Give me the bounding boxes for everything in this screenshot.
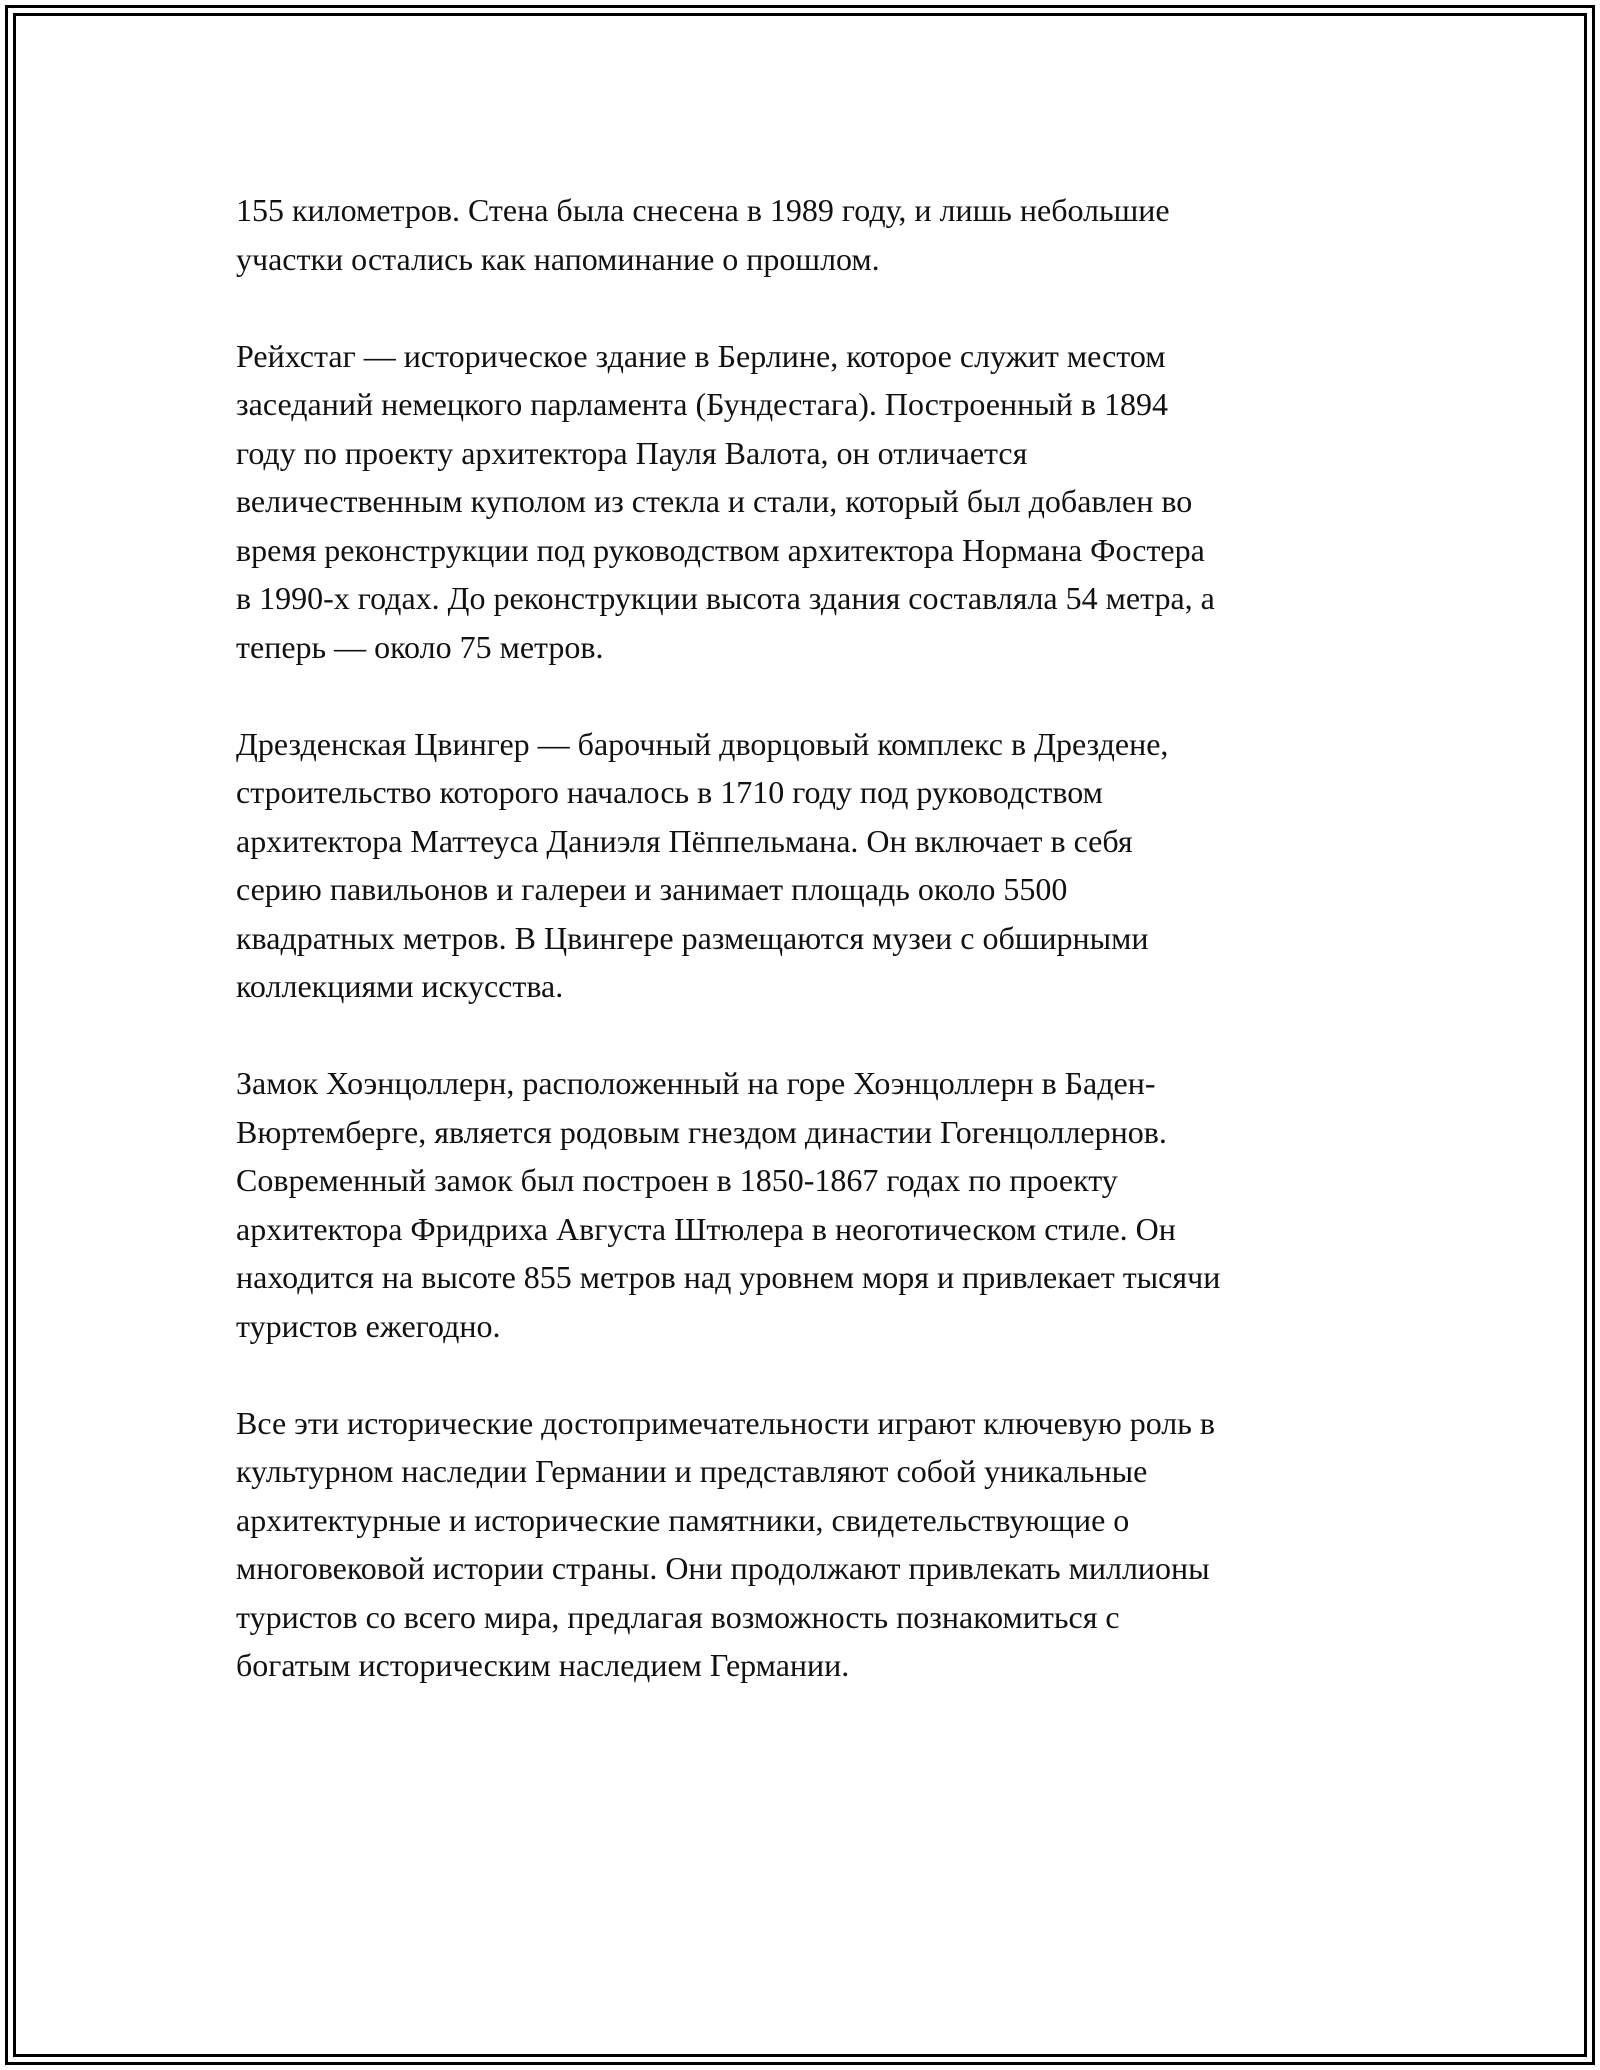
text-line: участки остались как напоминание о прошлом. (236, 240, 880, 277)
text-line: архитектурные и исторические памятники, свидетельствующие о (236, 1501, 1130, 1538)
text-line: Рейхстаг — историческое здание в Берлине, которое служит местом (236, 337, 1166, 374)
text-line: Вюртемберге, является родовым гнездом династии Гогенцоллернов. (236, 1113, 1167, 1150)
text-line: архитектора Маттеуса Даниэля Пёппельмана. Он включает в себя (236, 822, 1133, 859)
text-line: 155 километров. Стена была снесена в 1989 году, и лишь небольшие (236, 192, 1170, 228)
document-body (236, 186, 1396, 1738)
text-line: заседаний немецкого парламента (Бундестага). Построенный в 1894 (236, 386, 1168, 422)
text-line: туристов ежегодно. (236, 1307, 501, 1344)
text-line: Современный замок был построен в 1850-1867 годах по проекту (236, 1162, 1118, 1198)
text-line: Дрезденская Цвингер — барочный дворцовый комплекс в Дрездене, (236, 725, 1169, 762)
paragraph-berlin-wall (236, 186, 1396, 283)
text-line: величественным куполом из стекла и стали, который был добавлен во (236, 483, 1193, 519)
text-line: коллекциями искусства. (236, 968, 564, 1004)
text-line: находится на высоте 855 метров над уровнем моря и привлекает тысячи (236, 1259, 1221, 1295)
text-line: Все эти исторические достопримечательности играют ключевую роль в (236, 1404, 1215, 1441)
paragraph-reichstag (236, 332, 1396, 672)
text-line: в 1990-х годах. До реконструкции высота здания составляла 54 метра, а (236, 580, 1215, 616)
paragraph-conclusion (236, 1399, 1396, 1690)
text-line: культурном наследии Германии и представляют собой уникальные (236, 1453, 1148, 1489)
text-line: архитектора Фридриха Августа Штюлера в неоготическом стиле. Он (236, 1210, 1176, 1247)
text-line: Замок Хоэнцоллерн, расположенный на горе Хоэнцоллерн в Баден- (236, 1065, 1156, 1101)
text-line: теперь — около 75 метров. (236, 628, 604, 665)
text-line: квадратных метров. В Цвингере размещаются музеи с обширными (236, 919, 1149, 956)
text-line: многовековой истории страны. Они продолжают привлекать миллионы (236, 1550, 1210, 1586)
text-line: богатым историческим наследием Германии. (236, 1647, 850, 1683)
text-line: туристов со всего мира, предлагая возможность познакомиться с (236, 1598, 1120, 1635)
paragraph-hohenzollern (236, 1059, 1396, 1350)
text-line: серию павильонов и галереи и занимает площадь около 5500 (236, 871, 1068, 907)
paragraph-zwinger (236, 720, 1396, 1011)
text-line: время реконструкции под руководством архитектора Нормана Фостера (236, 531, 1205, 568)
text-line: строительство которого началось в 1710 году под руководством (236, 774, 1103, 810)
text-line: году по проекту архитектора Пауля Валота, он отличается (236, 434, 1028, 471)
